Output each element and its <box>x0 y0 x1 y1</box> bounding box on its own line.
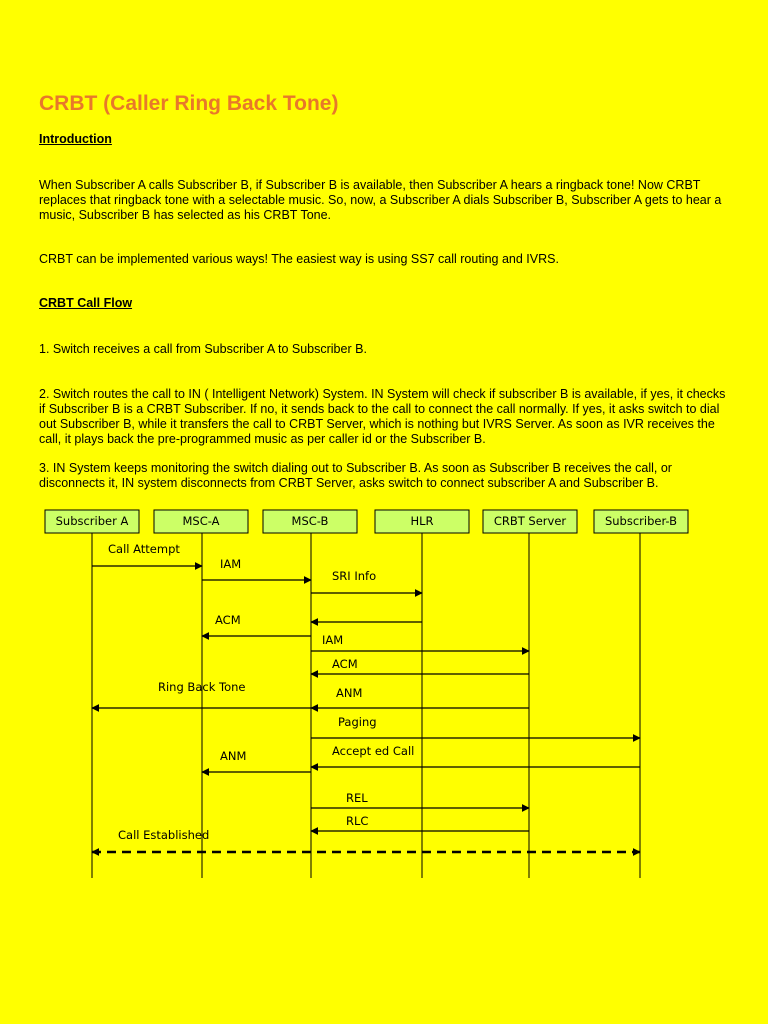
introduction-heading: Introduction <box>39 132 112 146</box>
message-label-paging: Paging <box>338 715 377 729</box>
step-2: 2. Switch routes the call to IN ( Intelligent Network) System. IN System will check if subscriber B is available, if yes, it checks if Subscriber B is a CRBT Subscriber. If no, it sends back to the call to connect the call normally. If yes, it asks switch to dial out Subscriber B, while it transfers the call to CRBT Server, which is nothing but IVRS Server. As soon as IVR receives the call, it plays back the pre-programmed music as per caller id or the Subscriber B. <box>39 387 726 446</box>
message-label-anm: ANM <box>336 686 363 700</box>
message-label-ring-back-tone: Ring Back Tone <box>158 680 246 694</box>
page-title: CRBT (Caller Ring Back Tone) <box>39 92 339 115</box>
message-label-call-established: Call Established <box>118 828 210 842</box>
message-label-iam: IAM <box>220 557 242 571</box>
lane-label-msc-a: MSC-A <box>182 514 220 528</box>
call-flow-heading: CRBT Call Flow <box>39 296 133 310</box>
message-label-rel: REL <box>346 791 368 805</box>
message-label-acm: ACM <box>332 657 358 671</box>
step-1: 1. Switch receives a call from Subscriber A to Subscriber B. <box>39 342 367 356</box>
intro-paragraph-1: When Subscriber A calls Subscriber B, if Subscriber B is available, then Subscriber A hears a ringback tone! Now CRBT replaces that ringback tone with a selectable music. So, now, a Subscriber A dials Subscriber B, Subscriber A gets to hear a music, Subscriber B has selected as his CRBT Tone. <box>39 178 722 222</box>
lane-label-msc-b: MSC-B <box>291 514 329 528</box>
message-label-sri-info: SRI Info <box>332 569 377 583</box>
message-label-rlc: RLC <box>346 814 369 828</box>
message-label-accept-ed-call: Accept ed Call <box>332 744 415 758</box>
message-label-acm: ACM <box>215 613 241 627</box>
lane-label-hlr: HLR <box>410 514 434 528</box>
message-label-iam: IAM <box>322 633 344 647</box>
intro-paragraph-2: CRBT can be implemented various ways! The easiest way is using SS7 call routing and IVRS. <box>39 252 559 266</box>
lane-label-subscriber-b: Subscriber-B <box>604 514 678 528</box>
lane-label-subscriber-a: Subscriber A <box>55 514 129 528</box>
message-label-anm: ANM <box>220 749 247 763</box>
step-3: 3. IN System keeps monitoring the switch dialing out to Subscriber B. As soon as Subscriber B receives the call, or disconnects it, IN system disconnects from CRBT Server, asks switch to connect subscriber A and Subscriber B. <box>39 461 672 490</box>
message-label-call-attempt: Call Attempt <box>108 542 180 556</box>
lane-label-crbt-server: CRBT Server <box>493 514 567 528</box>
